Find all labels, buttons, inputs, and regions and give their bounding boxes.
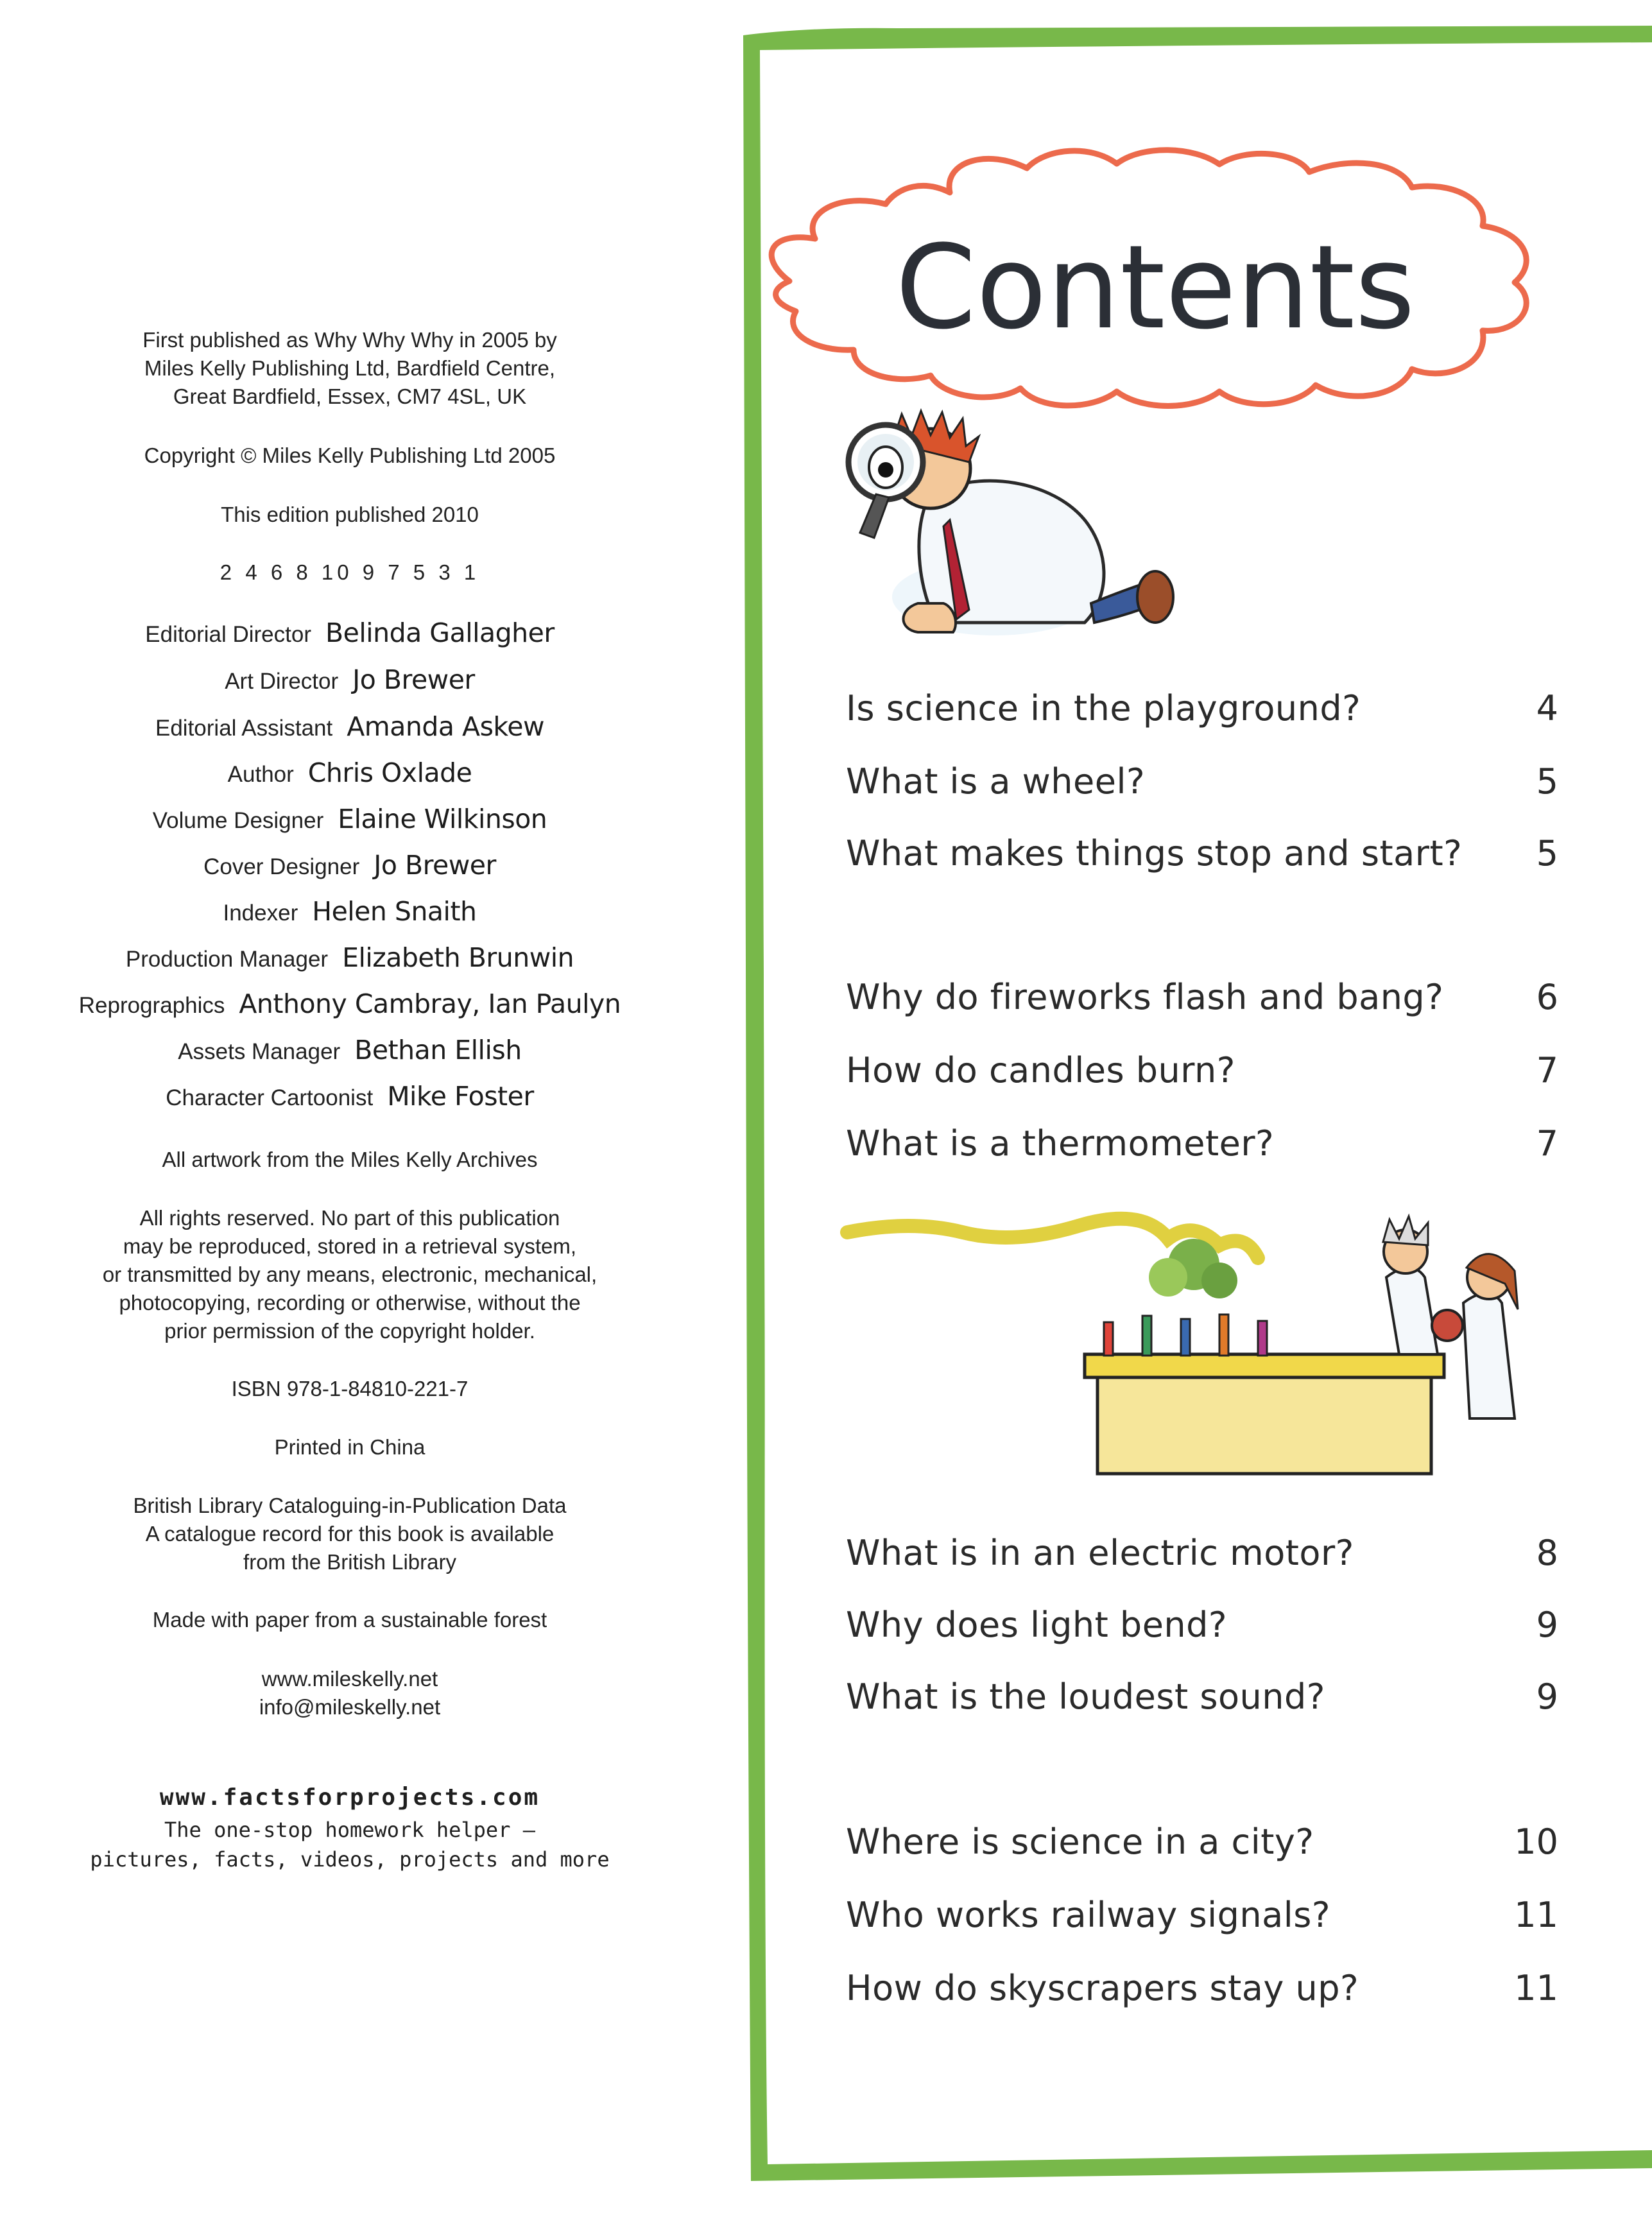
edition-notice: This edition published 2010 <box>221 503 479 526</box>
artwork-notice: All artwork from the Miles Kelly Archives <box>162 1148 538 1171</box>
credit-role: Volume Designer <box>152 808 324 833</box>
toc-entry[interactable] <box>846 688 1558 739</box>
credit-name: Elaine Wilkinson <box>338 804 547 834</box>
toc-question: What is a wheel? <box>846 761 1146 802</box>
toc-entry[interactable] <box>846 1968 1558 2019</box>
toc-question: Who works railway signals? <box>846 1895 1330 1935</box>
toc-entry[interactable] <box>846 1676 1558 1728</box>
toc-page-number: 7 <box>1536 1050 1558 1090</box>
website-link[interactable]: www.mileskelly.net <box>261 1667 438 1691</box>
rights-line: or transmitted by any means, electronic, mechanical, <box>102 1263 598 1286</box>
credit-role: Character Cartoonist <box>166 1085 374 1110</box>
toc-page-number: 6 <box>1536 977 1558 1017</box>
credit-name: Bethan Ellish <box>354 1035 522 1065</box>
toc-entry[interactable] <box>846 977 1558 1028</box>
imprint-line: Great Bardfield, Essex, CM7 4SL, UK <box>173 384 527 408</box>
promo-line: pictures, facts, videos, projects and more <box>90 1847 610 1872</box>
toc-question: How do skyscrapers stay up? <box>846 1968 1359 2008</box>
toc-question: What is a thermometer? <box>846 1123 1275 1164</box>
credit-row <box>0 1081 700 1112</box>
promo-url[interactable]: www.factsforprojects.com <box>159 1784 540 1811</box>
toc-question: Is science in the playground? <box>846 688 1361 728</box>
contents-title: Contents <box>895 221 1415 355</box>
credit-name: Jo Brewer <box>374 850 496 881</box>
rights-line: All rights reserved. No part of this publication <box>139 1206 560 1230</box>
contents-page <box>732 0 1652 2215</box>
toc-entry[interactable] <box>846 761 1558 813</box>
promo-line: The one-stop homework helper – <box>164 1818 535 1842</box>
toc-entry[interactable] <box>846 1822 1558 1873</box>
toc-page-number: 11 <box>1514 1968 1558 2008</box>
credit-name: Jo Brewer <box>352 664 475 695</box>
toc-entry[interactable] <box>846 833 1558 884</box>
toc-question: Why do fireworks flash and bang? <box>846 977 1444 1017</box>
credit-row <box>0 664 700 695</box>
toc-page-number: 4 <box>1536 688 1558 728</box>
page-frame <box>732 0 1652 2215</box>
toc-question: What is the loudest sound? <box>846 1676 1325 1717</box>
toc-question: What is in an electric motor? <box>846 1533 1354 1573</box>
rights-notice <box>0 1204 700 1345</box>
cip-line: from the British Library <box>243 1550 456 1574</box>
credit-role: Art Director <box>225 669 339 694</box>
credit-row <box>0 850 700 881</box>
toc-page-number: 7 <box>1536 1123 1558 1164</box>
cip-notice <box>0 1492 700 1576</box>
toc-entry[interactable] <box>846 1895 1558 1946</box>
imprint-page <box>0 0 700 2215</box>
cip-line: A catalogue record for this book is available <box>145 1522 555 1546</box>
toc-page-number: 9 <box>1536 1676 1558 1717</box>
credit-role: Production Manager <box>125 947 329 972</box>
toc-entry[interactable] <box>846 1533 1558 1584</box>
credit-row <box>0 804 700 834</box>
email-link[interactable]: info@mileskelly.net <box>259 1695 441 1719</box>
first-published-block <box>0 326 700 411</box>
web-contacts <box>0 1665 700 1721</box>
toc-page-number: 10 <box>1514 1822 1558 1862</box>
credit-row <box>0 1035 700 1065</box>
credit-role: Editorial Assistant <box>155 716 333 741</box>
credit-name: Helen Snaith <box>312 896 477 927</box>
toc-question: Why does light bend? <box>846 1605 1228 1645</box>
toc-question: What makes things stop and start? <box>846 833 1463 874</box>
credit-role: Assets Manager <box>178 1039 341 1064</box>
imprint-line: First published as Why Why Why in 2005 by <box>142 328 557 352</box>
credit-role: Reprographics <box>78 993 225 1018</box>
credit-name: Chris Oxlade <box>307 757 472 788</box>
cip-line: British Library Cataloguing-in-Publication Data <box>133 1494 567 1517</box>
credit-role: Author <box>227 762 294 787</box>
credit-role: Editorial Director <box>145 622 311 647</box>
toc-entry[interactable] <box>846 1050 1558 1101</box>
printed-notice: Printed in China <box>274 1435 426 1459</box>
credit-name: Belinda Gallagher <box>325 617 555 648</box>
credit-role: Cover Designer <box>203 854 360 879</box>
copyright-notice: Copyright © Miles Kelly Publishing Ltd 2005 <box>144 444 556 467</box>
credit-row <box>0 617 700 648</box>
credit-name: Anthony Cambray, Ian Paulyn <box>239 988 621 1019</box>
credit-row <box>0 711 700 742</box>
credit-row <box>0 988 700 1019</box>
credit-row <box>0 757 700 788</box>
rights-line: may be reproduced, stored in a retrieval system, <box>123 1234 577 1258</box>
rights-line: prior permission of the copyright holder. <box>164 1319 535 1343</box>
print-line: 2 4 6 8 10 9 7 5 3 1 <box>219 560 480 584</box>
credit-name: Elizabeth Brunwin <box>342 942 574 973</box>
isbn: ISBN 978-1-84810-221-7 <box>231 1377 469 1401</box>
toc-entry[interactable] <box>846 1123 1558 1175</box>
credit-row <box>0 896 700 927</box>
promo-tagline <box>0 1815 700 1874</box>
toc-question: How do candles burn? <box>846 1050 1235 1090</box>
credit-name: Amanda Askew <box>347 711 544 742</box>
toc-question: Where is science in a city? <box>846 1822 1314 1862</box>
rights-line: photocopying, recording or otherwise, without the <box>119 1291 581 1314</box>
toc-page-number: 11 <box>1514 1895 1558 1935</box>
credit-row <box>0 942 700 973</box>
toc-entry[interactable] <box>846 1605 1558 1656</box>
toc-page-number: 5 <box>1536 761 1558 802</box>
toc-page-number: 5 <box>1536 833 1558 874</box>
credit-role: Indexer <box>223 901 298 926</box>
toc-page-number: 8 <box>1536 1533 1558 1573</box>
credit-name: Mike Foster <box>387 1081 534 1112</box>
toc-page-number: 9 <box>1536 1605 1558 1645</box>
paper-notice: Made with paper from a sustainable forest <box>152 1608 547 1632</box>
imprint-line: Miles Kelly Publishing Ltd, Bardfield Centre, <box>144 356 556 380</box>
